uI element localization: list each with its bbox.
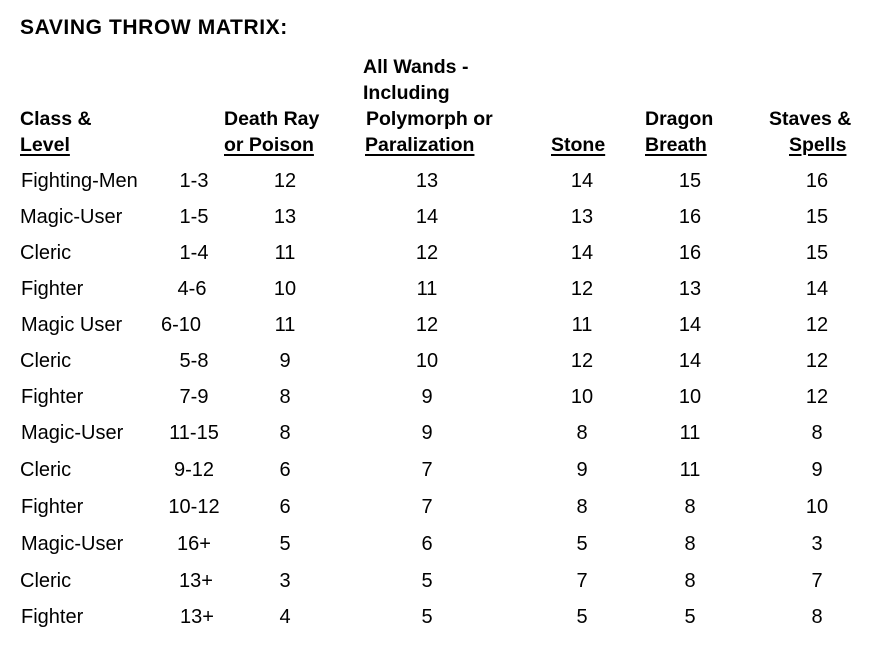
death-cell: 3 — [279, 570, 291, 592]
stone-cell: 12 — [570, 278, 594, 300]
dragon-cell: 8 — [684, 533, 696, 555]
header-wands-line3: Polymorph or — [366, 108, 493, 130]
level-cell: 1-4 — [179, 242, 209, 264]
spells-cell: 3 — [811, 533, 823, 555]
death-cell: 10 — [273, 278, 297, 300]
death-cell: 6 — [279, 496, 291, 518]
wands-cell: 9 — [421, 422, 433, 444]
death-cell: 8 — [279, 386, 291, 408]
class-cell: Fighter — [21, 278, 84, 300]
level-cell: 16+ — [177, 533, 211, 555]
level-cell: 1-5 — [179, 206, 209, 228]
page-title: SAVING THROW MATRIX: — [20, 16, 288, 39]
spells-cell: 8 — [811, 422, 823, 444]
table-row — [0, 241, 876, 277]
table-row — [0, 495, 876, 531]
stone-cell: 13 — [570, 206, 594, 228]
dragon-cell: 11 — [679, 422, 701, 444]
dragon-cell: 16 — [678, 242, 702, 264]
spells-cell: 15 — [805, 242, 829, 264]
stone-cell: 7 — [576, 570, 588, 592]
spells-cell: 14 — [805, 278, 829, 300]
header-death-line2: or Poison — [224, 134, 314, 156]
level-cell: 5-8 — [179, 350, 209, 372]
table-row — [0, 169, 876, 205]
spells-cell: 12 — [805, 350, 829, 372]
wands-cell: 10 — [415, 350, 439, 372]
header-dragon-line2: Breath — [645, 134, 707, 156]
class-cell: Magic User — [21, 314, 123, 336]
wands-cell: 7 — [421, 496, 433, 518]
table-row — [0, 385, 876, 421]
class-cell: Magic-User — [21, 422, 124, 444]
class-cell: Cleric — [20, 570, 72, 592]
stone-cell: 14 — [570, 170, 594, 192]
class-cell: Fighter — [21, 386, 84, 408]
death-cell: 5 — [279, 533, 291, 555]
spells-cell: 7 — [811, 570, 823, 592]
header-dragon-breath — [645, 106, 713, 158]
death-cell: 4 — [279, 606, 291, 628]
table-row — [0, 569, 876, 605]
header-stone — [551, 132, 605, 158]
wands-cell: 5 — [421, 606, 433, 628]
dragon-cell: 11 — [679, 459, 701, 481]
table-row — [0, 349, 876, 385]
spells-cell: 10 — [805, 496, 829, 518]
death-cell: 11 — [274, 314, 296, 336]
stone-cell: 12 — [570, 350, 594, 372]
table-row — [0, 205, 876, 241]
header-staves-line2: Spells — [789, 134, 847, 156]
spells-cell: 12 — [805, 314, 829, 336]
wands-cell: 13 — [415, 170, 439, 192]
class-cell: Cleric — [20, 350, 72, 372]
wands-cell: 9 — [421, 386, 433, 408]
level-cell: 13+ — [180, 606, 214, 628]
death-cell: 6 — [279, 459, 291, 481]
stone-cell: 5 — [576, 533, 588, 555]
table-row — [0, 277, 876, 313]
dragon-cell: 16 — [678, 206, 702, 228]
spells-cell: 16 — [805, 170, 829, 192]
wands-cell: 11 — [416, 278, 438, 300]
class-cell: Cleric — [20, 459, 72, 481]
death-cell: 9 — [279, 350, 291, 372]
dragon-cell: 5 — [684, 606, 696, 628]
dragon-cell: 14 — [678, 314, 702, 336]
dragon-cell: 13 — [678, 278, 702, 300]
header-wands — [363, 54, 493, 158]
class-cell: Cleric — [20, 242, 72, 264]
header-wands-line1: All Wands - — [363, 56, 469, 78]
table-row — [0, 313, 876, 349]
spells-cell: 9 — [811, 459, 823, 481]
level-cell: 13+ — [179, 570, 213, 592]
spells-cell: 8 — [811, 606, 823, 628]
death-cell: 13 — [273, 206, 297, 228]
stone-cell: 8 — [576, 422, 588, 444]
stone-cell: 9 — [576, 459, 588, 481]
level-cell: 4-6 — [177, 278, 207, 300]
level-cell: 10-12 — [168, 496, 220, 518]
class-cell: Fighting-Men — [21, 170, 138, 192]
header-class-level-line1: Class & — [20, 108, 92, 130]
wands-cell: 14 — [415, 206, 439, 228]
spells-cell: 15 — [805, 206, 829, 228]
class-cell: Magic-User — [20, 206, 123, 228]
class-cell: Fighter — [21, 606, 84, 628]
death-cell: 12 — [273, 170, 297, 192]
class-cell: Magic-User — [21, 533, 124, 555]
dragon-cell: 14 — [678, 350, 702, 372]
header-class-level-line2: Level — [20, 134, 70, 156]
class-cell: Fighter — [21, 496, 84, 518]
wands-cell: 7 — [421, 459, 433, 481]
header-class-level — [20, 106, 92, 158]
table-row — [0, 458, 876, 494]
dragon-cell: 8 — [684, 496, 696, 518]
wands-cell: 6 — [421, 533, 433, 555]
death-cell: 11 — [274, 242, 296, 264]
dragon-cell: 10 — [678, 386, 702, 408]
level-cell: 11-15 — [169, 422, 219, 444]
header-staves-line1: Staves & — [769, 108, 852, 130]
table-row — [0, 421, 876, 457]
table-row — [0, 532, 876, 568]
header-death-line1: Death Ray — [224, 108, 320, 130]
level-cell: 1-3 — [179, 170, 209, 192]
level-cell: 6-10 — [160, 314, 202, 336]
spells-cell: 12 — [805, 386, 829, 408]
header-stone-label: Stone — [551, 134, 606, 156]
wands-cell: 12 — [415, 314, 439, 336]
header-death-ray — [224, 106, 319, 158]
level-cell: 9-12 — [173, 459, 215, 481]
header-wands-line4: Paralization — [365, 134, 475, 156]
stone-cell: 11 — [571, 314, 593, 336]
wands-cell: 12 — [415, 242, 439, 264]
dragon-cell: 15 — [678, 170, 702, 192]
stone-cell: 14 — [570, 242, 594, 264]
table-row — [0, 605, 876, 641]
level-cell: 7-9 — [179, 386, 209, 408]
stone-cell: 5 — [576, 606, 588, 628]
dragon-cell: 8 — [684, 570, 696, 592]
wands-cell: 5 — [421, 570, 433, 592]
header-dragon-line1: Dragon — [645, 108, 714, 130]
header-staves-spells — [769, 106, 851, 158]
death-cell: 8 — [279, 422, 291, 444]
stone-cell: 10 — [570, 386, 594, 408]
stone-cell: 8 — [576, 496, 588, 518]
header-wands-line2: Including — [363, 82, 450, 104]
